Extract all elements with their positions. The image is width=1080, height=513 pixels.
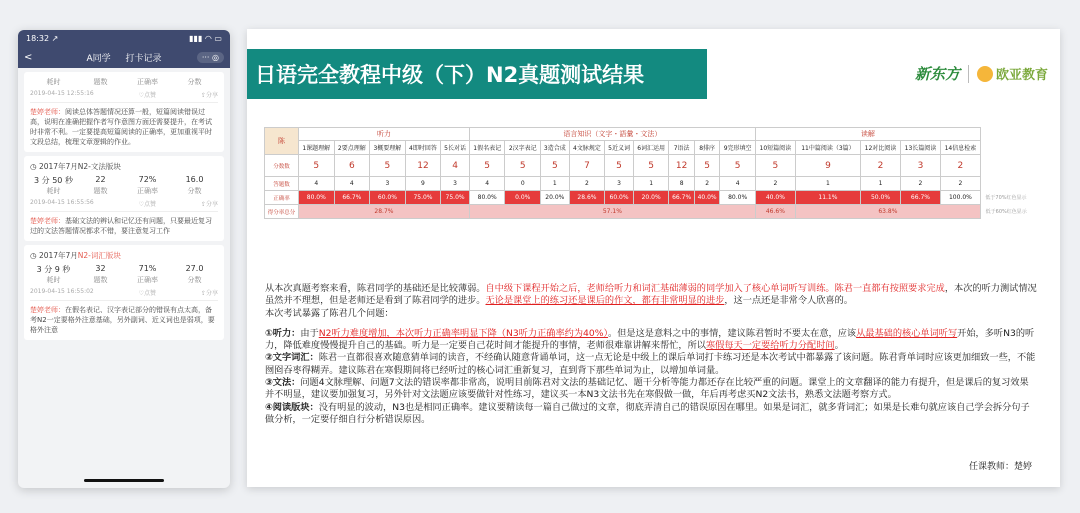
stat-label: 题数 [93, 276, 108, 284]
home-indicator [84, 479, 164, 482]
teacher-signature: 任课教师：楚婷 [968, 462, 1032, 472]
comment-text: 基础文法的辨认和记忆还有问题，只要最近复习过的文法答题情况都求不错，要注意复习工作 [30, 217, 212, 235]
record-date: 2019-04-15 16:55:02 [30, 288, 94, 295]
report-text: 陈君一直都很喜欢随意猜单词的读音，不经确认随意背诵单词，这一点无论是中级上的课后单词打卡练习还是本次考试中都暴露了该问题。陈君背单词时应该更加细致一些，不能囫囵吞枣得糊弄。建议陈君在寒假期间将已经听过的核心词汇重新复习，直到背下那些单词为止，以增加单词量。 [265, 352, 1036, 376]
item-head: ③文法： [265, 377, 301, 389]
report-para [265, 283, 1037, 308]
stat-label: 正确率 [137, 276, 158, 284]
report-slide [247, 29, 1060, 487]
student-cell: 陈 [265, 128, 299, 155]
report-text: 从本次真题考察来看，陈君同学的基础还是比较薄弱。 [265, 283, 486, 294]
section-rate-cell: 63.8% [795, 205, 980, 219]
teacher-comment [30, 305, 218, 335]
table-cell: 7 [569, 155, 605, 177]
stat-label: 耗时 [46, 187, 61, 195]
stats-values [30, 175, 218, 186]
table-cell: 4 [469, 177, 505, 191]
table-cell: 80.0% [469, 191, 505, 205]
record-card[interactable] [24, 245, 224, 340]
table-cell: 2 [940, 155, 980, 177]
table-cell: 50.0% [861, 191, 901, 205]
report-item [265, 328, 1037, 353]
stat-label: 耗时 [46, 78, 61, 86]
stats-labels [30, 275, 218, 285]
column-header: 8排序 [694, 141, 719, 155]
table-cell: 66.7% [669, 191, 694, 205]
table-cell: 3 [605, 177, 634, 191]
column-header: 12对比阅读 [861, 141, 901, 155]
table-cell: 20.0% [541, 191, 570, 205]
report-highlight: 从最基础的核心单词听写 [856, 327, 958, 339]
stat-value: 27.0 [185, 264, 204, 273]
card-title: ◷ 2017年7月N2-文法版块 [30, 162, 121, 171]
eurasia-logo-icon [977, 66, 993, 82]
report-text: 没有明显的波动，N3也是相同正确率。建议要精读每一篇自己做过的文章，彻底弄清自己的错误原因在哪里。如果是词汇，就多背词汇；如果是长难句就应该自己学会拆分句子做分析，一定要仔细自行分析错误原因。 [265, 401, 1030, 425]
stats-labels [30, 186, 218, 196]
card-meta [30, 288, 218, 301]
xdf-logo: 新东方 [914, 65, 960, 83]
row-label: 分数数 [265, 155, 299, 177]
page-title: 打卡记录 [125, 53, 162, 64]
table-cell: 2 [755, 177, 795, 191]
table-cell: 1 [541, 177, 570, 191]
table-note: 低于70%红色显示 [985, 195, 1027, 201]
stat-label: 耗时 [46, 276, 61, 284]
table-cell: 4 [441, 155, 470, 177]
table-cell: 5 [469, 155, 505, 177]
report-text: ，这一点还是非常令人欣喜的。 [724, 295, 853, 307]
stat-label: 正确率 [137, 78, 158, 86]
like-button[interactable]: ♡点赞 [138, 92, 157, 99]
teacher-name: 楚婷老师： [30, 306, 65, 314]
table-cell: 80.0% [299, 191, 335, 205]
table-cell: 12 [669, 155, 694, 177]
record-card[interactable] [24, 72, 224, 152]
card-title-text: 2017年7月 [38, 251, 78, 260]
group-header: 听力 [299, 128, 470, 141]
stat-value: 32 [95, 264, 106, 273]
report-text: 由于 [300, 327, 319, 339]
table-cell: 4 [720, 177, 756, 191]
capsule-menu-button[interactable]: ··· ◎ [197, 52, 224, 63]
table-cell: 5 [694, 155, 719, 177]
table-cell: 5 [370, 155, 406, 177]
table-cell: 2 [569, 177, 605, 191]
column-header: 14信息检索 [940, 141, 980, 155]
table-cell: 5 [605, 155, 634, 177]
table-cell: 5 [541, 155, 570, 177]
table-cell: 1 [633, 177, 669, 191]
table-cell: 1 [795, 177, 860, 191]
report-highlight: 无论是课堂上的练习还是课后的作文，都有非常明显的进步 [485, 295, 725, 307]
status-bar [18, 30, 230, 46]
column-header: 10短篇阅读 [755, 141, 795, 155]
section-rate-cell: 46.6% [755, 205, 795, 219]
table-cell: 66.7% [334, 191, 370, 205]
table-row [265, 155, 1032, 177]
table-cell: 28.6% [569, 191, 605, 205]
score-table [264, 127, 1032, 219]
report-highlight: N2听力难度增加，本次听力正确率明显下降（N3听力正确率约为40%） [318, 327, 609, 339]
table-cell: 6 [334, 155, 370, 177]
record-date: 2019-04-15 12:55:16 [30, 90, 94, 97]
table-cell: 5 [720, 155, 756, 177]
share-button[interactable]: ⇪分享 [200, 92, 218, 99]
back-icon[interactable]: < [24, 51, 33, 63]
column-header: 5长对话 [441, 141, 470, 155]
column-header: 1假名表记 [469, 141, 505, 155]
report-para: 本次考试暴露了陈君几个问题： [265, 307, 394, 319]
table-cell: 40.0% [694, 191, 719, 205]
group-header: 读解 [755, 128, 980, 141]
column-header: 4文脉规定 [569, 141, 605, 155]
group-header: 语言知识（文字・語彙・文法） [469, 128, 755, 141]
slide-title: 日语完全教程中级（下）N2真题测试结果 [247, 49, 707, 99]
nav-user: A同学 [86, 53, 111, 64]
stat-value: 71% [138, 264, 157, 273]
table-cell: 12 [405, 155, 441, 177]
table-cell: 11.1% [795, 191, 860, 205]
row-label: 得分率总分 [265, 205, 299, 219]
table-row [265, 191, 1032, 205]
teacher-comment [30, 216, 218, 236]
teacher-comment [30, 107, 218, 147]
table-header-row [265, 141, 1032, 155]
table-cell: 5 [755, 155, 795, 177]
column-header: 6词汇运用 [633, 141, 669, 155]
table-row [265, 205, 1032, 219]
column-header: 4即时回答 [405, 141, 441, 155]
share-button[interactable]: ⇪分享 [200, 201, 218, 208]
report-item [265, 352, 1037, 377]
table-cell: 1 [861, 177, 901, 191]
section-rate-cell: 28.7% [299, 205, 470, 219]
card-meta [30, 199, 218, 212]
column-header: 2汉字表记 [505, 141, 541, 155]
report-text: 开始，多听N3的听力，降低难度慢慢提升自己的基础。听力是一定要自己花时间才能提升的事情，老师很难靠讲解来帮忙，所以 [265, 327, 1035, 352]
table-cell: 3 [370, 177, 406, 191]
stat-value: 3 分 9 秒 [36, 265, 71, 274]
table-cell: 3 [900, 155, 940, 177]
stat-label: 正确率 [137, 187, 158, 195]
record-date: 2019-04-15 16:55:56 [30, 199, 94, 206]
report-item [265, 377, 1037, 402]
card-meta [30, 90, 218, 103]
stat-label: 题数 [93, 78, 108, 86]
table-cell: 2 [940, 177, 980, 191]
logo-area [915, 63, 1048, 84]
column-header: 11中篇阅读（3篇） [795, 141, 860, 155]
column-header: 2要点理解 [334, 141, 370, 155]
teacher-report [265, 283, 1037, 426]
column-header: 3概要理解 [370, 141, 406, 155]
eurasia-logo [977, 64, 1048, 83]
report-text: 。 [834, 340, 844, 352]
column-header: 1课题理解 [299, 141, 335, 155]
status-time: 18:32 ↗ [26, 33, 59, 43]
stat-value: 3 分 50 秒 [34, 176, 73, 185]
stats-labels [30, 77, 218, 87]
table-cell: 2 [694, 177, 719, 191]
table-cell: 0.0% [505, 191, 541, 205]
table-cell: 40.0% [755, 191, 795, 205]
stat-label: 分数 [187, 276, 202, 284]
item-head: ①听力： [265, 327, 301, 339]
column-header: 3造合成 [541, 141, 570, 155]
status-icons: ▮▮▮ ◠ ▭ [189, 33, 222, 43]
table-cell: 9 [405, 177, 441, 191]
table-cell: 80.0% [720, 191, 756, 205]
table-note: 低于60%红色显示 [985, 209, 1027, 215]
table-cell: 100.0% [940, 191, 980, 205]
stat-label: 题数 [93, 187, 108, 195]
phone-screenshot [18, 30, 230, 488]
share-button[interactable]: ⇪分享 [200, 290, 218, 297]
table-cell: 5 [505, 155, 541, 177]
column-header: 5近义词 [605, 141, 634, 155]
table-cell: 3 [441, 177, 470, 191]
table-cell: 75.0% [405, 191, 441, 205]
eurasia-logo-text: 欧亚教育 [995, 68, 1048, 83]
logo-divider [968, 65, 969, 83]
card-title-highlight: N2-词汇版块 [77, 251, 121, 260]
report-item [265, 402, 1037, 427]
report-text: 问题4文脉理解、问题7文法的错误率都非常高，说明目前陈君对文法的基础记忆、题干分析等能力都还存在比较严重的问题。课堂上的文章翻译的能力有提升，但是课后的复习效果并不明显，建议要加强复习，另外针对文法题应该要做针对性练习，建议买一本N3文法书先在寒假做一做，年后再考虑买N2文法书，熟悉文法题考察方式。 [265, 377, 1029, 401]
item-head: ②文字词汇： [265, 352, 319, 364]
table-cell: 2 [861, 155, 901, 177]
comment-text: 在假名表记、汉字表记部分的错误有点太高，备考N2一定要格外注意基础，另外副词、近义词也是弱项，要格外注意 [30, 306, 215, 334]
report-highlight: 寒假每天一定要给听力分配时间 [706, 340, 835, 352]
table-cell: 4 [299, 177, 335, 191]
column-header: 13长篇阅读 [900, 141, 940, 155]
record-card[interactable] [24, 156, 224, 241]
like-button[interactable]: ♡点赞 [138, 290, 157, 297]
row-label: 答题数 [265, 177, 299, 191]
table-cell: 5 [633, 155, 669, 177]
row-label: 正确率 [265, 191, 299, 205]
table-cell: 75.0% [441, 191, 470, 205]
report-text: 。但是这是意料之中的事情，建议陈君暂时不要太在意，应该 [608, 327, 857, 339]
table-cell: 2 [900, 177, 940, 191]
nav-bar [18, 46, 230, 68]
like-button[interactable]: ♡点赞 [138, 201, 157, 208]
section-rate-cell: 57.1% [469, 205, 755, 219]
column-header: 7语法 [669, 141, 694, 155]
report-text: ，本次的听力测试情况虽然并不理想，但是老师还是看到了陈君同学的进步。 [265, 283, 1037, 307]
table-cell: 60.0% [370, 191, 406, 205]
stat-label: 分数 [187, 78, 202, 86]
table-cell: 0 [505, 177, 541, 191]
comment-text: 阅读总体答题情况还算一般，短篇阅读错误过高，说明在准确把握作者写作意图方面还需要提升，在考试时非常不利。一定要提高短篇阅读的正确率，更加重视平时文段总结，梳理文章逻辑的作业。 [30, 108, 212, 146]
stats-values [30, 264, 218, 275]
table-row [265, 177, 1032, 191]
table-cell: 8 [669, 177, 694, 191]
table-cell: 20.0% [633, 191, 669, 205]
table-group-row [265, 128, 1032, 141]
stat-value: 72% [138, 175, 157, 184]
item-head: ④阅读版块： [265, 401, 319, 413]
card-title-text: 2017年7月N2-文法版块 [38, 162, 121, 171]
table-cell: 60.0% [605, 191, 634, 205]
report-highlight: 自中级下课程开始之后，老师给听力和词汇基础薄弱的同学加入了核心单词听写训练。陈君一直都有按照要求完成 [485, 283, 945, 294]
table-cell: 4 [334, 177, 370, 191]
stat-label: 分数 [187, 187, 202, 195]
stat-value: 22 [95, 175, 106, 184]
teacher-name: 楚婷老师： [30, 108, 65, 116]
teacher-name: 楚婷老师： [30, 217, 65, 225]
table-cell: 9 [795, 155, 860, 177]
table-cell: 66.7% [900, 191, 940, 205]
stat-value: 16.0 [185, 175, 204, 184]
table-cell: 5 [299, 155, 335, 177]
card-title: ◷ 2017年7月N2-词汇版块 [30, 251, 121, 260]
column-header: 9完形填空 [720, 141, 756, 155]
